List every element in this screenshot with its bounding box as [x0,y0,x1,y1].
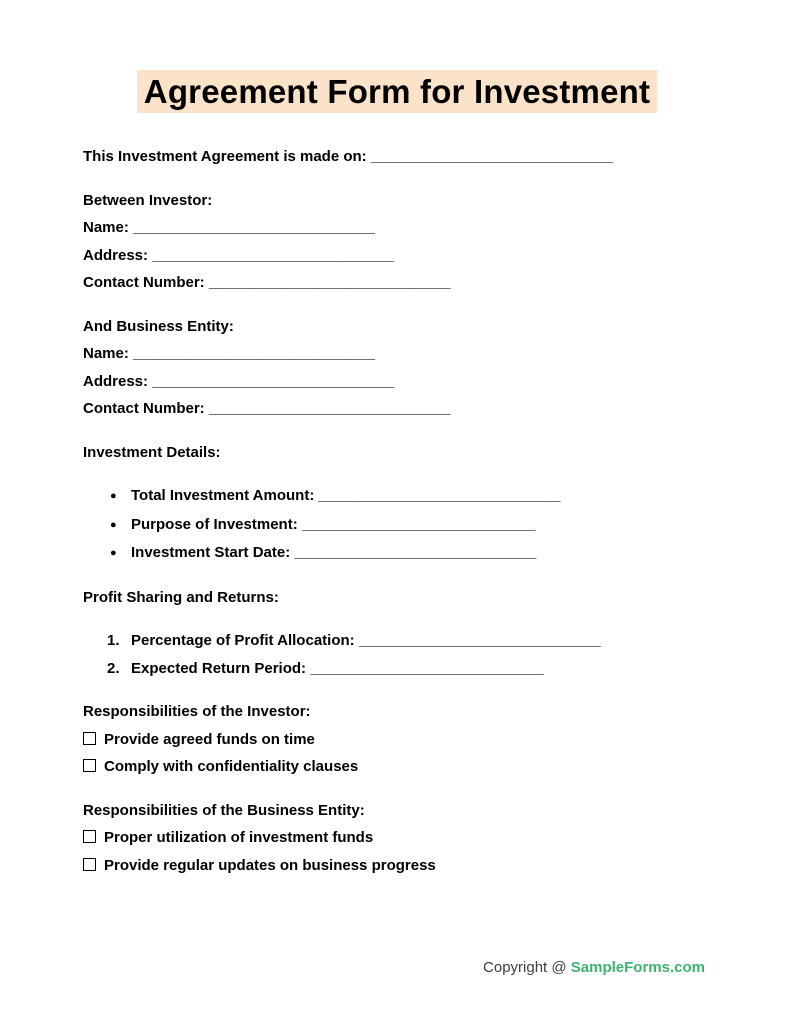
list-item [83,655,711,683]
checkbox-label: Provide agreed funds on time [104,730,315,748]
business-name-label: Name: [83,345,129,362]
document-content [0,72,794,879]
checkbox-icon [83,830,96,843]
bullet-icon: ● [110,518,117,531]
investment-details-heading-block [83,439,711,467]
business-heading: And Business Entity: [83,317,234,335]
agreement-date-label: This Investment Agreement is made on: [83,148,367,165]
detail-amount-label: Total Investment Amount: [131,487,315,504]
return-period-label: Expected Return Period: [131,659,307,677]
footer [483,959,705,976]
detail-startdate-blank: _____________________________ [294,544,537,561]
business-name-blank: _____________________________ [133,345,375,362]
checkbox-line [83,824,711,852]
checkbox-label: Provide regular updates on business progress [104,856,436,874]
checkbox-label: Proper utilization of investment funds [104,829,374,846]
bullet-icon: ● [110,547,117,559]
business-name-line [83,340,711,368]
business-address-label: Address: [83,372,149,390]
checkbox-icon [83,858,96,871]
checkbox-line [83,852,711,880]
investment-details-list [83,482,711,568]
business-contact-label: Contact Number: [83,400,205,417]
sampleforms-link[interactable]: SampleForms.com [570,959,705,976]
investor-name-blank: _____________________________ [133,219,375,236]
return-period-blank: ____________________________ [310,659,544,677]
business-contact-blank: _____________________________ [208,400,451,417]
investor-section [83,187,711,297]
detail-amount-blank: _____________________________ [318,487,561,504]
profit-sharing-heading: Profit Sharing and Returns: [83,588,279,606]
business-address-blank: _____________________________ [152,372,395,390]
list-number: 2. [107,659,120,677]
checkbox-line [83,753,711,781]
checkbox-icon [83,759,96,772]
investor-contact-line [83,269,711,297]
investment-details-heading: Investment Details: [83,443,221,461]
agreement-date-block [83,143,711,171]
investor-contact-blank: _____________________________ [208,274,451,291]
list-number: 1. [107,632,120,649]
page-title-text: Agreement Form for Investment [137,70,657,113]
detail-startdate-label: Investment Start Date: [131,544,291,561]
investor-contact-label: Contact Number: [83,274,205,291]
copyright-text: Copyright @ [483,959,567,976]
investor-responsibilities-section [83,698,711,781]
profit-allocation-label: Percentage of Profit Allocation: [131,632,355,649]
investor-responsibilities-heading: Responsibilities of the Investor: [83,703,311,720]
list-item [83,511,711,540]
page-title [83,72,711,112]
investor-address-line [83,242,711,270]
business-contact-line [83,395,711,423]
agreement-date-line [83,143,711,171]
investor-address-blank: _____________________________ [152,246,395,264]
checkbox-line [83,726,711,754]
agreement-date-blank: _____________________________ [370,148,613,165]
detail-purpose-label: Purpose of Investment: [131,515,298,533]
investor-name-line [83,214,711,242]
investor-name-label: Name: [83,219,129,236]
business-responsibilities-section [83,797,711,880]
investor-heading: Between Investor: [83,191,213,209]
detail-purpose-blank: ____________________________ [301,515,536,533]
list-item [83,539,711,568]
profit-sharing-heading-block [83,584,711,612]
checkbox-icon [83,732,96,745]
profit-allocation-blank: _____________________________ [358,632,601,649]
business-address-line [83,368,711,396]
list-item [83,627,711,655]
list-item [83,482,711,511]
checkbox-label: Comply with confidentiality clauses [104,758,359,775]
business-responsibilities-heading: Responsibilities of the Business Entity: [83,801,365,819]
business-section [83,313,711,423]
profit-sharing-list [83,627,711,682]
investor-address-label: Address: [83,246,149,264]
bullet-icon: ● [110,490,117,502]
